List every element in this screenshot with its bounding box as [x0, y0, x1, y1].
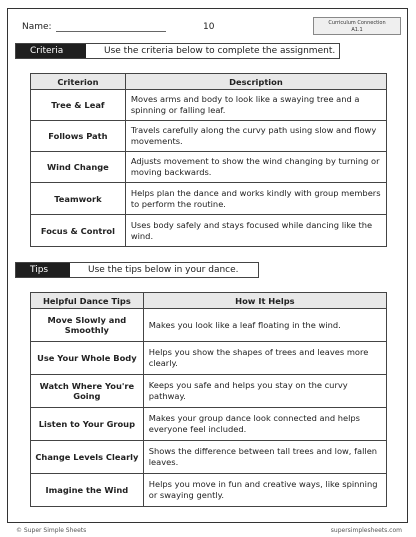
table-row	[31, 90, 387, 121]
help-cell: Helps you move in fun and creative ways, like spinning or swaying gently.	[143, 474, 386, 507]
table-row	[31, 215, 387, 247]
tips-tag: Tips	[16, 263, 70, 277]
tips-column-header: Helpful Dance Tips	[31, 293, 144, 309]
curriculum-connection-box	[313, 17, 401, 35]
table-row	[31, 474, 387, 507]
tip-cell: Watch Where You're Going	[31, 375, 144, 408]
tip-cell: Imagine the Wind	[31, 474, 144, 507]
name-field[interactable]	[56, 22, 166, 32]
table-row	[31, 183, 387, 215]
help-cell: Helps you show the shapes of trees and leaves more clearly.	[143, 342, 386, 375]
table-row	[31, 342, 387, 375]
score: 10	[203, 22, 215, 32]
criteria-instruction: Use the criteria below to complete the assignment.	[86, 44, 335, 58]
criterion-cell: Teamwork	[31, 183, 126, 215]
curriculum-connection-code: A1.1	[351, 27, 363, 33]
name-row	[22, 22, 166, 32]
criteria-tag: Criteria	[16, 44, 86, 58]
help-cell: Shows the difference between tall trees and low, fallen leaves.	[143, 441, 386, 474]
criterion-cell: Focus & Control	[31, 215, 126, 247]
description-cell: Moves arms and body to look like a swaying tree and a spinning or falling leaf.	[125, 90, 386, 121]
criterion-cell: Wind Change	[31, 152, 126, 183]
table-row	[31, 121, 387, 152]
criteria-table-header-row	[31, 74, 387, 90]
description-column-header: Description	[125, 74, 386, 90]
table-row	[31, 408, 387, 441]
name-label: Name:	[22, 22, 52, 32]
tip-cell: Move Slowly and Smoothly	[31, 309, 144, 342]
help-cell: Makes you look like a leaf floating in the wind.	[143, 309, 386, 342]
tips-instruction: Use the tips below in your dance.	[70, 263, 239, 277]
footer-website[interactable]: supersimplesheets.com	[330, 527, 402, 534]
criteria-header	[15, 43, 340, 59]
table-row	[31, 309, 387, 342]
tip-cell: Listen to Your Group	[31, 408, 144, 441]
tips-table-header-row	[31, 293, 387, 309]
help-cell: Makes your group dance look connected and helps everyone feel included.	[143, 408, 386, 441]
criterion-cell: Follows Path	[31, 121, 126, 152]
description-cell: Uses body safely and stays focused while dancing like the wind.	[125, 215, 386, 247]
table-row	[31, 441, 387, 474]
table-row	[31, 152, 387, 183]
help-cell: Keeps you safe and helps you stay on the curvy pathway.	[143, 375, 386, 408]
how-it-helps-column-header: How It Helps	[143, 293, 386, 309]
table-row	[31, 375, 387, 408]
description-cell: Travels carefully along the curvy path using slow and flowy movements.	[125, 121, 386, 152]
description-cell: Adjusts movement to show the wind changing by turning or moving backwards.	[125, 152, 386, 183]
footer-copyright: © Super Simple Sheets	[16, 527, 87, 534]
tips-header	[15, 262, 259, 278]
criteria-table	[30, 73, 387, 247]
tips-table	[30, 292, 387, 507]
tip-cell: Use Your Whole Body	[31, 342, 144, 375]
description-cell: Helps plan the dance and works kindly with group members to perform the routine.	[125, 183, 386, 215]
criterion-cell: Tree & Leaf	[31, 90, 126, 121]
tip-cell: Change Levels Clearly	[31, 441, 144, 474]
curriculum-connection-label: Curriculum Connection	[328, 20, 386, 26]
criterion-column-header: Criterion	[31, 74, 126, 90]
